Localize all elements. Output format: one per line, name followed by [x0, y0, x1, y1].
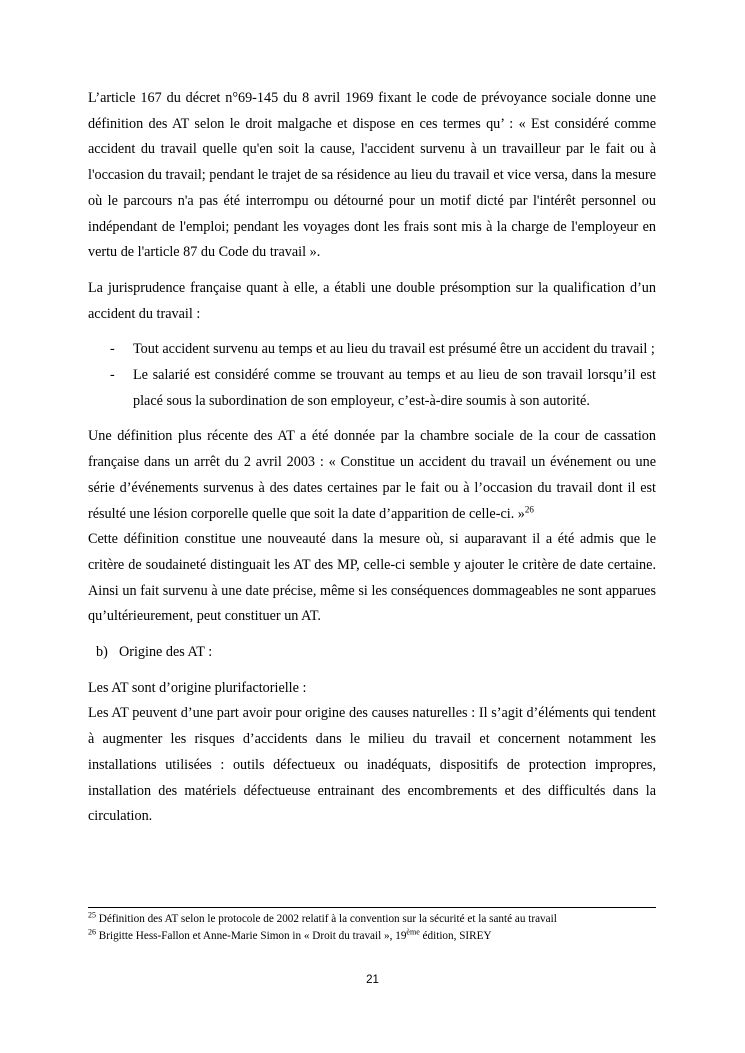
list-item-text: Le salarié est considéré comme se trouvant au temps et au lieu de son travail lorsqu’il est placé sous la subordination de son employeur, c’est-à-dire soumis à son autorité.	[133, 367, 656, 409]
footnote-text-end: édition, SIREY	[419, 929, 492, 942]
presumption-list	[88, 337, 656, 414]
list-item	[88, 363, 656, 414]
footnote-separator	[88, 907, 656, 908]
edition-superscript: ème	[406, 926, 420, 936]
footnote-ref: 26	[524, 503, 534, 514]
section-heading-origine	[88, 640, 656, 666]
footnote-number: 26	[88, 926, 96, 936]
footnote-text: Définition des AT selon le protocole de 2002 relatif à la convention sur la sécurité et la santé au travail	[96, 913, 557, 925]
list-item-text: Tout accident survenu au temps et au lieu du travail est présumé être un accident du travail ;	[133, 341, 655, 358]
paragraph-nouveaute: Cette définition constitue une nouveauté dans la mesure où, si auparavant il a été admis que le critère de soudaineté distinguait les AT des MP, celle-ci semble y ajouter le critère de date certaine. Ainsi un fait survenu à une date précise, même si les conséquences dommageables ne sont apparues qu’ultérieurement, peut constituer un AT.	[88, 531, 656, 625]
dash-marker: -	[110, 341, 115, 358]
body-text	[88, 86, 656, 830]
list-item	[88, 337, 656, 363]
page-number: 21	[366, 974, 379, 986]
paragraph-jurisprudence: La jurisprudence française quant à elle, a établi une double présomption sur la qualification d’un accident du travail :	[88, 279, 656, 322]
section-marker: b)	[96, 644, 108, 661]
paragraph-plurifactorielle: Les AT sont d’origine plurifactorielle :	[88, 679, 307, 696]
footnote-number: 25	[88, 910, 96, 920]
paragraph-cassation-definition	[88, 424, 656, 527]
dash-marker: -	[110, 367, 115, 384]
paragraph-text: Une définition plus récente des AT a été donnée par la chambre sociale de la cour de cassation française dans un arrêt du 2 avril 2003 : « Constitue un accident du travail un événement ou une série d’événements survenus à des dates certaines par le fait ou à l’occasion du travail dont il est résulté une lésion corporelle quelle que soit la date d’apparition de celle-ci. »	[88, 428, 656, 522]
footnote-26	[88, 928, 656, 945]
footnotes	[88, 911, 656, 944]
footnote-text: Brigitte Hess-Fallon et Anne-Marie Simon in « Droit du travail », 19	[96, 929, 407, 942]
footnote-25	[88, 911, 656, 928]
paragraph-causes-naturelles: Les AT peuvent d’une part avoir pour origine des causes naturelles : Il s’agit d’éléments qui tendent à augmenter les risques d’accidents dans le milieu du travail et concernent notamment les installations utilisées : outils défectueux ou inadéquats, dispositifs de protection impropres, installation des matériels défectueuse entrainant des encombrements et des difficultés dans la circulation.	[88, 705, 656, 825]
paragraph-decret-definition: L’article 167 du décret n°69-145 du 8 avril 1969 fixant le code de prévoyance sociale donne une définition des AT selon le droit malgache et dispose en ces termes qu’ : « Est considéré comme accident du travail quelle qu'en soit la cause, l'accident survenu à un travailleur par le fait ou à l'occasion du travail; pendant le trajet de sa résidence au lieu du travail et vice versa, dans la mesure où le parcours n'a pas été interrompu ou détourné pour un motif dicté par l'intérêt personnel ou indépendant de l'emploi; pendant les voyages dont les frais sont mis à la charge de l'employeur en vertu de l'article 87 du Code du travail ».	[88, 90, 656, 261]
section-title: Origine des AT :	[119, 644, 213, 661]
